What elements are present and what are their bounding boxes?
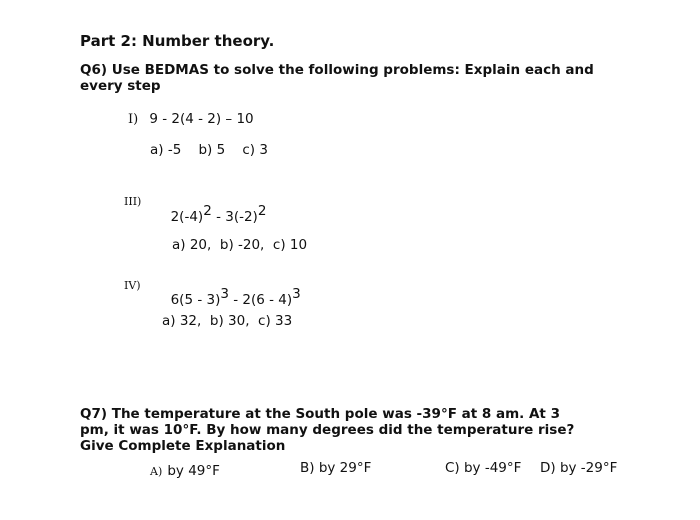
q7-choice-c: C) by -49°F xyxy=(445,460,522,476)
q7-choice-a xyxy=(150,460,220,479)
part-title: Part 2: Number theory. xyxy=(80,32,275,50)
problem-3-expression xyxy=(162,193,266,225)
q6-prompt-line1: Q6) Use BEDMAS to solve the following problems: Explain each and xyxy=(80,62,594,78)
problem-4-choices: a) 32, b) 30, c) 33 xyxy=(162,313,293,329)
problem-3-label: III) xyxy=(124,195,142,208)
q7-choice-d: D) by -29°F xyxy=(540,460,618,476)
q7-prompt-line1: Q7) The temperature at the South pole was -39°F at 8 am. At 3 xyxy=(80,406,560,422)
problem-4-base-2: - 2(6 - 4) xyxy=(228,292,293,308)
problem-4-base-1: 6(5 - 3) xyxy=(170,292,221,308)
problem-4-label: IV) xyxy=(124,279,141,292)
problem-1-expression: 9 - 2(4 - 2) – 10 xyxy=(149,111,254,127)
q7-choice-a-label: A) xyxy=(150,465,163,478)
q6-prompt xyxy=(80,62,594,94)
problem-1-label: I) xyxy=(128,112,139,127)
q7-choice-b: B) by 29°F xyxy=(300,460,372,476)
problem-3-exponent-2: 2 xyxy=(257,203,267,219)
q7-prompt-line2: pm, it was 10°F. By how many degrees did the temperature rise? xyxy=(80,422,575,438)
problem-3-base-2: - 3(-2) xyxy=(211,209,258,225)
q6-prompt-line2: every step xyxy=(80,78,161,94)
problem-1 xyxy=(128,108,254,127)
q7-choice-a-text: by 49°F xyxy=(167,463,220,479)
problem-3-exponent-1: 2 xyxy=(203,203,212,219)
problem-3-choices: a) 20, b) -20, c) 10 xyxy=(172,237,308,253)
q7-prompt xyxy=(80,406,574,454)
q7-prompt-line3: Give Complete Explanation xyxy=(80,438,286,454)
problem-3-base-1: 2(-4) xyxy=(170,209,204,225)
problem-4-exponent-1: 3 xyxy=(220,286,229,302)
problem-1-choices: a) -5 b) 5 c) 3 xyxy=(150,142,268,158)
problem-4-expression xyxy=(162,276,301,308)
problem-4-exponent-2: 3 xyxy=(292,286,301,302)
